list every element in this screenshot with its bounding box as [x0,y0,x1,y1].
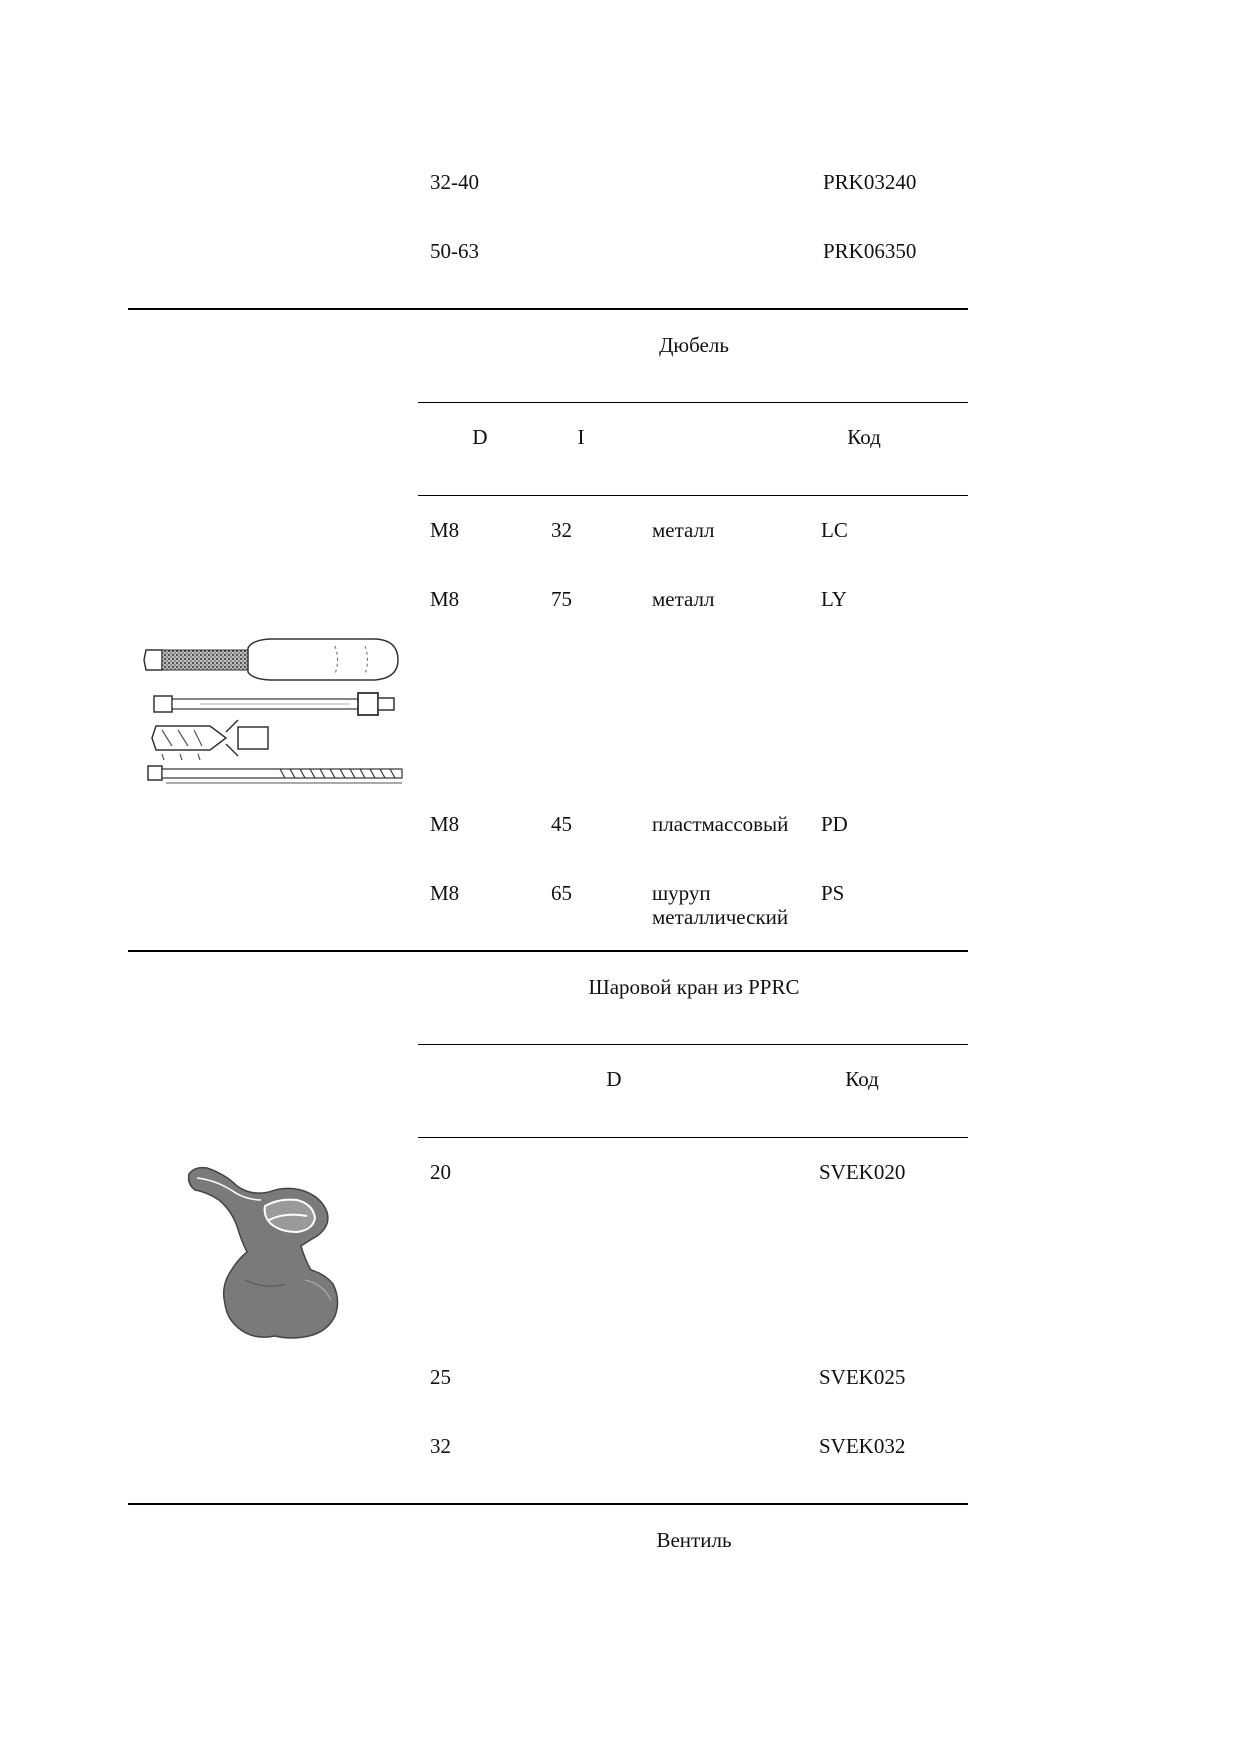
ball-valve-row-2-code: SVEK025 [819,1365,906,1389]
dowel-row-1-code: LC [821,518,848,542]
dowel-header-l: I [577,425,585,449]
dowel-row-3-material: пластмассовый [652,812,789,836]
dowel-row-1-material: металл [652,518,715,542]
dowel-row-1-l: 32 [551,518,572,542]
dowel-header-code: Код [847,425,881,449]
section-divider [128,1503,968,1505]
top-row-2-code: PRK06350 [823,239,917,263]
dowel-header-d: D [472,425,488,449]
dowel-row-4-d: M8 [430,881,460,905]
section-divider [128,308,968,310]
dowel-row-3-l: 45 [551,812,572,836]
dowel-row-2-d: M8 [430,587,460,611]
ball-valve-header-code: Код [845,1067,879,1091]
header-rule [418,1044,968,1045]
ball-valve-row-2-d: 25 [430,1365,451,1389]
dowel-row-3-code: PD [821,812,848,836]
dowel-row-2-l: 75 [551,587,572,611]
header-rule [418,495,968,496]
section-divider [128,950,968,952]
valve-title: Вентиль [656,1528,732,1552]
ball-valve-row-1-d: 20 [430,1160,451,1184]
dowel-row-2-material: металл [652,587,715,611]
top-row-1-d: 32-40 [430,170,479,194]
dowel-title: Дюбель [659,333,729,357]
dowel-row-4-material: шуруп металлический [652,881,789,929]
ball-valve-header-d: D [606,1067,622,1091]
dowel-row-1-d: M8 [430,518,460,542]
ball-valve-row-3-d: 32 [430,1434,451,1458]
header-rule [418,1137,968,1138]
ball-valve-row-3-code: SVEK032 [819,1434,906,1458]
top-row-1-code: PRK03240 [823,170,917,194]
dowel-row-2-code: LY [821,587,847,611]
ball-valve-title: Шаровой кран из PPRC [588,975,800,999]
ball-valve-row-1-code: SVEK020 [819,1160,906,1184]
top-row-2-d: 50-63 [430,239,479,263]
dowel-row-3-d: M8 [430,812,460,836]
ball-valve-illustration-icon [185,1160,375,1345]
header-rule [418,402,968,403]
dowel-row-4-code: PS [821,881,845,905]
dowel-row-4-l: 65 [551,881,572,905]
dowel-illustration-icon [140,630,410,790]
